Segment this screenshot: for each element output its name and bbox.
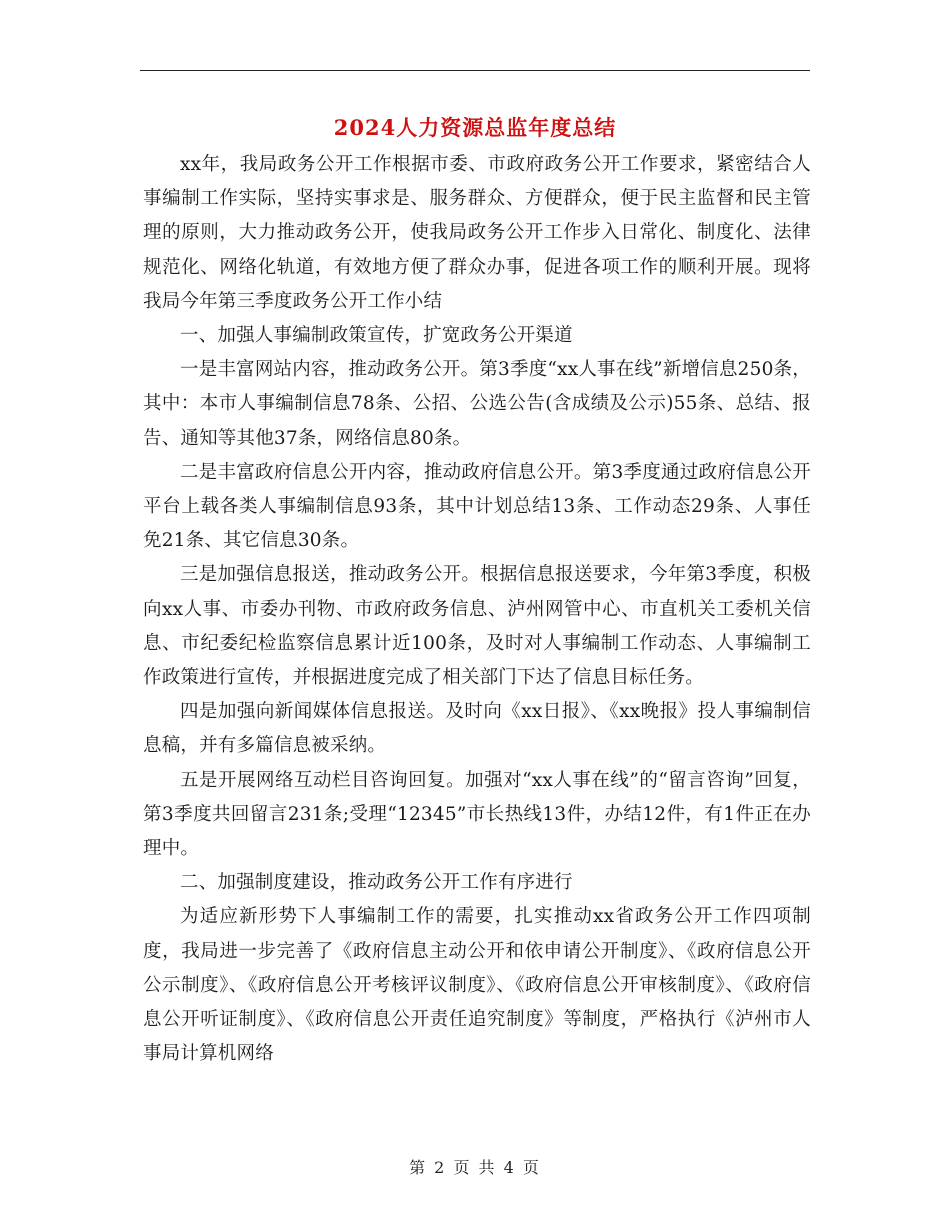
paragraph: 为适应新形势下人事编制工作的需要，扎实推动xx省政务公开工作四项制度，我局进一步完善了《政府信息主动公开和依申请公开制度》、《政府信息公开公示制度》、《政府信息公开考核评议制度》、《政府信息公开审核制度》、《政府信息公开听证制度》、《政府信息公开责任追究制度》等制度，严格执行《泸州市人事局计算机网络 bbox=[143, 906, 811, 1065]
document-body bbox=[143, 148, 811, 1071]
paragraph: 五是开展网络互动栏目咨询回复。加强对“xx人事在线”的“留言咨询”回复，第3季度共回留言231条;受理“12345”市长热线13件，办结12件，有1件正在办理中。 bbox=[143, 769, 811, 860]
section-heading: 二、加强制度建设，推动政务公开工作有序进行 bbox=[180, 872, 573, 894]
page-number-footer: 第 2 页 共 4 页 bbox=[409, 1158, 541, 1177]
paragraph: 三是加强信息报送，推动政务公开。根据信息报送要求，今年第3季度，积极向xx人事、市委办刊物、市政府政务信息、泸州网管中心、市直机关工委机关信息、市纪委纪检监察信息累计近100条，及时对人事编制工作动态、人事编制工作政策进行宣传，并根据进度完成了相关部门下达了信息目标任务。 bbox=[143, 564, 811, 689]
section-heading: 一、加强人事编制政策宣传，扩宽政务公开渠道 bbox=[180, 325, 573, 347]
paragraph: 四是加强向新闻媒体信息报送。及时向《xx日报》、《xx晚报》投人事编制信息稿，并有多篇信息被采纳。 bbox=[143, 701, 811, 757]
paragraph: 一是丰富网站内容，推动政务公开。第3季度“xx人事在线”新增信息250条，其中：本市人事编制信息78条、公招、公选公告(含成绩及公示)55条、总结、报告、通知等其他37条，网络信息80条。 bbox=[143, 359, 811, 449]
header-rule bbox=[140, 70, 810, 71]
paragraph: 二是丰富政府信息公开内容，推动政府信息公开。第3季度通过政府信息公开平台上载各类人事编制信息93条，其中计划总结13条、工作动态29条、人事任免21条、其它信息30条。 bbox=[143, 461, 811, 552]
paragraph: xx年，我局政务公开工作根据市委、市政府政务公开工作要求，紧密结合人事编制工作实际，坚持实事求是、服务群众、方便群众，便于民主监督和民主管理的原则，大力推动政务公开，使我局政务公开工作步入日常化、制度化、法律规范化、网络化轨道，有效地方便了群众办事，促进各项工作的顺利开展。现将我局今年第三季度政务公开工作小结 bbox=[143, 154, 811, 312]
document-title: 2024人力资源总监年度总结 bbox=[333, 115, 617, 140]
